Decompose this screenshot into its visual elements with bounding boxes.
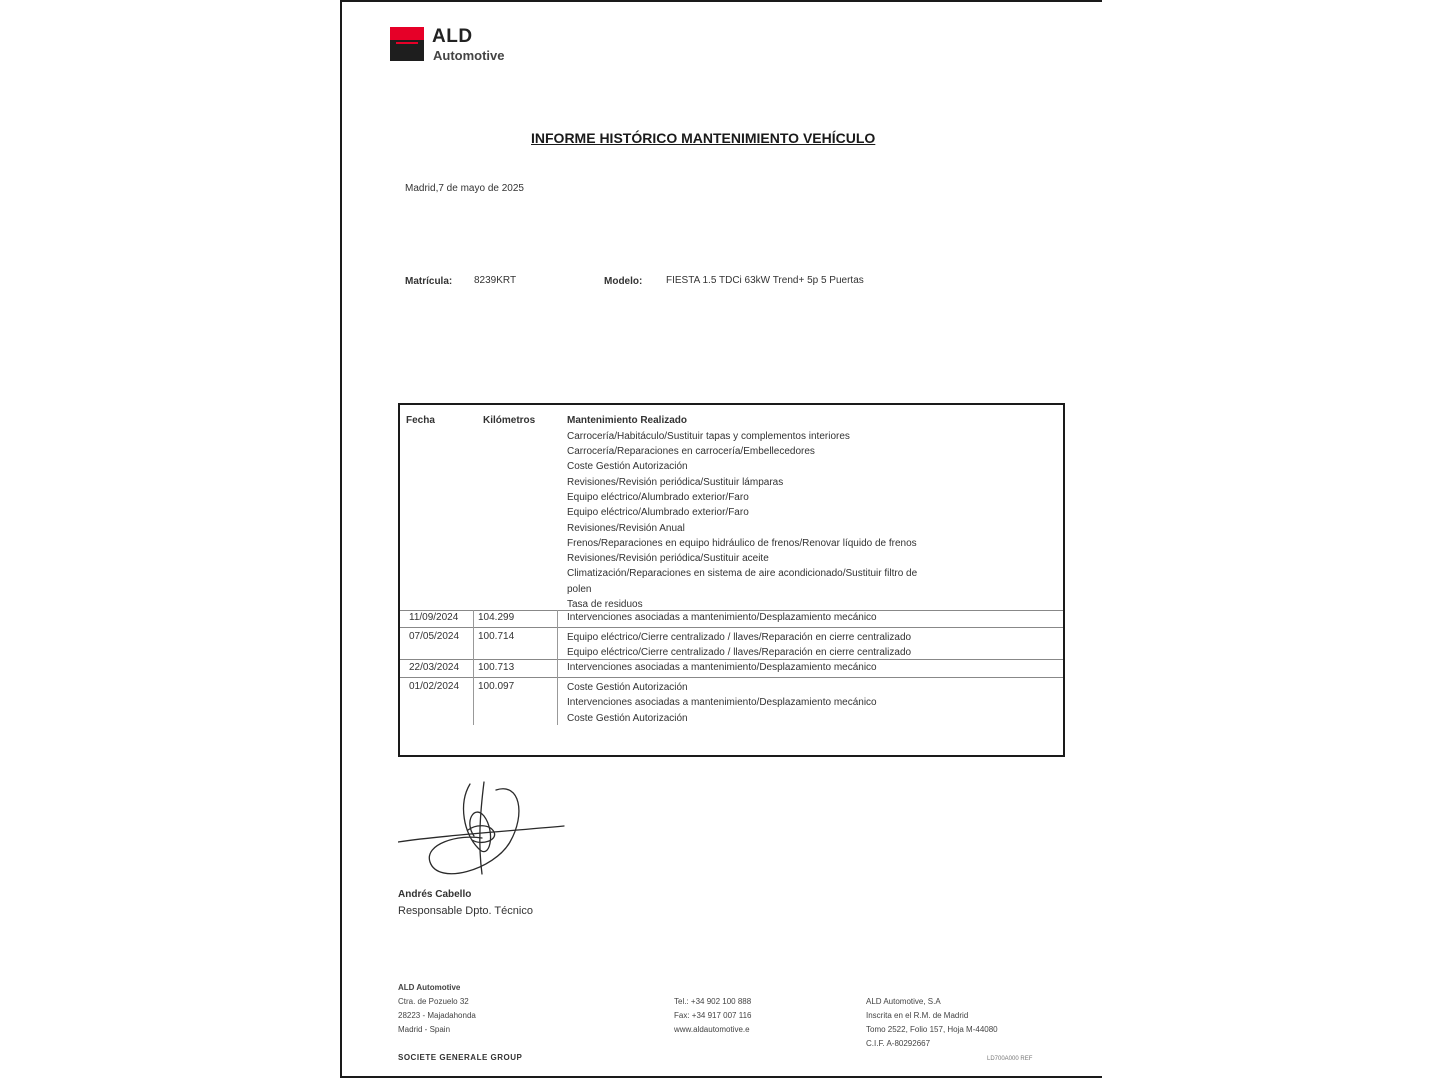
footer-phone: Tel.: +34 902 100 888 bbox=[674, 997, 752, 1006]
footer-address-line: Ctra. de Pozuelo 32 bbox=[398, 997, 469, 1006]
maintenance-table bbox=[398, 403, 1065, 757]
list-item: Intervenciones asociadas a mantenimiento/Desplazamiento mecánico bbox=[567, 662, 877, 673]
list-item: Intervenciones asociadas a mantenimiento/Desplazamiento mecánico bbox=[567, 697, 877, 708]
handwritten-signature bbox=[398, 774, 568, 886]
list-item: Carrocería/Habitáculo/Sustituir tapas y complementos interiores bbox=[567, 431, 850, 442]
logo-name: ALD bbox=[432, 26, 473, 47]
row-km: 100.714 bbox=[478, 631, 515, 642]
header-kilometros: Kilómetros bbox=[483, 415, 536, 426]
footer-legal-line: Tomo 2522, Folio 157, Hoja M-44080 bbox=[866, 1025, 998, 1034]
header-fecha: Fecha bbox=[406, 415, 435, 426]
document-page bbox=[340, 0, 1102, 1078]
row-km: 100.097 bbox=[478, 681, 515, 692]
footer-legal-line: Inscrita en el R.M. de Madrid bbox=[866, 1011, 969, 1020]
list-item: Carrocería/Reparaciones en carrocería/Embellecedores bbox=[567, 446, 815, 457]
model-value: FIESTA 1.5 TDCi 63kW Trend+ 5p 5 Puertas bbox=[666, 275, 864, 286]
list-item: Revisiones/Revisión periódica/Sustituir aceite bbox=[567, 553, 769, 564]
row-date: 22/03/2024 bbox=[409, 662, 460, 673]
list-item: Equipo eléctrico/Alumbrado exterior/Faro bbox=[567, 492, 749, 503]
row-divider bbox=[400, 627, 1063, 628]
list-item: Revisiones/Revisión Anual bbox=[567, 523, 685, 534]
list-item: Coste Gestión Autorización bbox=[567, 713, 688, 724]
row-divider bbox=[400, 677, 1063, 678]
list-item: Climatización/Reparaciones en sistema de aire acondicionado/Sustituir filtro de bbox=[567, 568, 918, 579]
ald-logo-mark bbox=[390, 27, 424, 61]
signatory-name: Andrés Cabello bbox=[398, 889, 472, 900]
footer-website: www.aldautomotive.e bbox=[674, 1025, 750, 1034]
footer-doc-code: LD700A000 REF bbox=[987, 1056, 1033, 1062]
footer-company: ALD Automotive bbox=[398, 983, 461, 992]
plate-value: 8239KRT bbox=[474, 275, 517, 286]
signatory-role: Responsable Dpto. Técnico bbox=[398, 905, 533, 917]
list-item: Equipo eléctrico/Cierre centralizado / llaves/Reparación en cierre centralizado bbox=[567, 647, 912, 658]
column-divider bbox=[557, 610, 558, 725]
footer-address-line: 28223 - Majadahonda bbox=[398, 1011, 476, 1020]
footer-legal-line: ALD Automotive, S.A bbox=[866, 997, 941, 1006]
row-date: 01/02/2024 bbox=[409, 681, 460, 692]
list-item: Equipo eléctrico/Alumbrado exterior/Faro bbox=[567, 507, 749, 518]
document-title: INFORME HISTÓRICO MANTENIMIENTO VEHÍCULO bbox=[531, 130, 876, 146]
list-item: Revisiones/Revisión periódica/Sustituir lámparas bbox=[567, 477, 784, 488]
footer-fax: Fax: +34 917 007 116 bbox=[674, 1011, 752, 1020]
header-mantenimiento: Mantenimiento Realizado bbox=[567, 415, 688, 426]
footer-address-line: Madrid - Spain bbox=[398, 1025, 451, 1034]
footer-group: SOCIETE GENERALE GROUP bbox=[398, 1053, 523, 1062]
list-item: Intervenciones asociadas a mantenimiento/Desplazamiento mecánico bbox=[567, 612, 877, 623]
list-item: Coste Gestión Autorización bbox=[567, 682, 688, 693]
row-km: 104.299 bbox=[478, 612, 515, 623]
row-km: 100.713 bbox=[478, 662, 515, 673]
list-item: polen bbox=[567, 584, 592, 595]
list-item: Coste Gestión Autorización bbox=[567, 461, 688, 472]
row-date: 07/05/2024 bbox=[409, 631, 460, 642]
date-line: Madrid,7 de mayo de 2025 bbox=[405, 183, 524, 194]
column-divider bbox=[473, 610, 474, 725]
logo-subtitle: Automotive bbox=[433, 48, 505, 63]
model-label: Modelo: bbox=[604, 276, 643, 287]
list-item: Frenos/Reparaciones en equipo hidráulico de frenos/Renovar líquido de frenos bbox=[567, 538, 917, 549]
list-item: Equipo eléctrico/Cierre centralizado / llaves/Reparación en cierre centralizado bbox=[567, 632, 912, 643]
footer-legal-line: C.I.F. A-80292667 bbox=[866, 1039, 931, 1048]
plate-label: Matrícula: bbox=[405, 276, 453, 287]
list-item: Tasa de residuos bbox=[567, 599, 643, 610]
row-date: 11/09/2024 bbox=[409, 612, 459, 623]
